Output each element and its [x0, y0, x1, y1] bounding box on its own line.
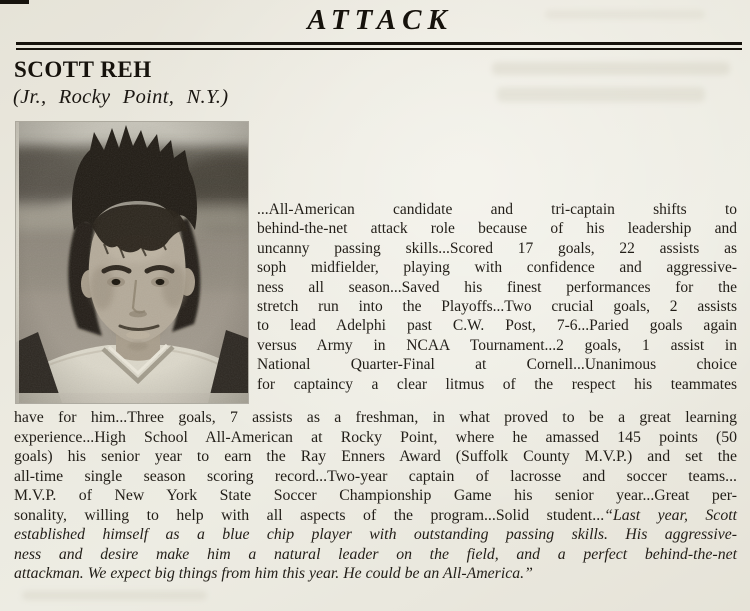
coach-quote-line: established himself as a blue chip player with outstanding passing skills. His aggressive- — [14, 526, 737, 543]
bio-line: all-time single season scoring record...Two-year captain of lacrosse and soccer teams... — [14, 467, 737, 485]
bio-line: stretch run into the Playoffs...Two crucial goals, 2 assists — [257, 298, 737, 316]
bio-line: ...All-American candidate and tri-captain shifts to — [257, 201, 737, 218]
coach-quote-line: ness and desire make him a natural leader on the field, and a perfect behind-the-net — [14, 545, 737, 563]
page-bleedthrough-smudge — [492, 62, 730, 75]
bio-line: ness all season...Saved his finest performances for the — [257, 278, 737, 296]
player-portrait-illustration — [16, 122, 248, 403]
bio-line: to lead Adelphi past C.W. Post, 7-6...Paried goals again — [257, 317, 737, 335]
bio-line: have for him...Three goals, 7 assists as a freshman, in what proved to be a great learning — [14, 409, 737, 426]
bio-line: uncanny passing skills...Scored 17 goals, 22 assists as — [257, 239, 737, 257]
bio-line: goals) his senior year to earn the Ray Enners Award (Suffolk County M.V.P.) and set the — [14, 448, 737, 465]
coach-quote-line: attackman. We expect big things from him this year. He could be an All-America.” — [14, 565, 533, 582]
bio-line: behind-the-net attack role because of his leadership and — [257, 220, 737, 238]
bio-text-column — [257, 200, 737, 394]
bio-line: versus Army in NCAA Tournament...2 goals, 1 assist in — [257, 336, 737, 354]
page-bleedthrough-smudge — [22, 591, 207, 600]
header-divider-rule — [16, 42, 742, 50]
bio-line: for captaincy a clear litmus of the respect his teammates — [257, 375, 737, 393]
player-photo — [16, 122, 248, 403]
bio-text-full-width — [14, 408, 737, 584]
bio-roman-fragment: sonality, willing to help with all aspects of the program...Solid student... — [14, 506, 605, 524]
bio-line: soph midfielder, playing with confidence and aggressive- — [257, 259, 737, 277]
page-bleedthrough-smudge — [497, 87, 705, 102]
bio-line: experience...High School All-American at Rocky Point, where he amassed 145 points (50 — [14, 428, 737, 446]
bio-line: National Quarter-Final at Cornell...Unanimous choice — [257, 356, 737, 374]
coach-quote-start: “Last year, Scott — [604, 506, 737, 524]
section-title: ATTACK — [307, 4, 453, 36]
bio-line: M.V.P. of New York State Soccer Championship Game his senior year...Great per- — [14, 487, 737, 504]
player-name: SCOTT REH — [14, 57, 152, 82]
bio-line-mixed — [14, 506, 737, 526]
player-class-hometown: (Jr., Rocky Point, N.Y.) — [13, 86, 229, 108]
